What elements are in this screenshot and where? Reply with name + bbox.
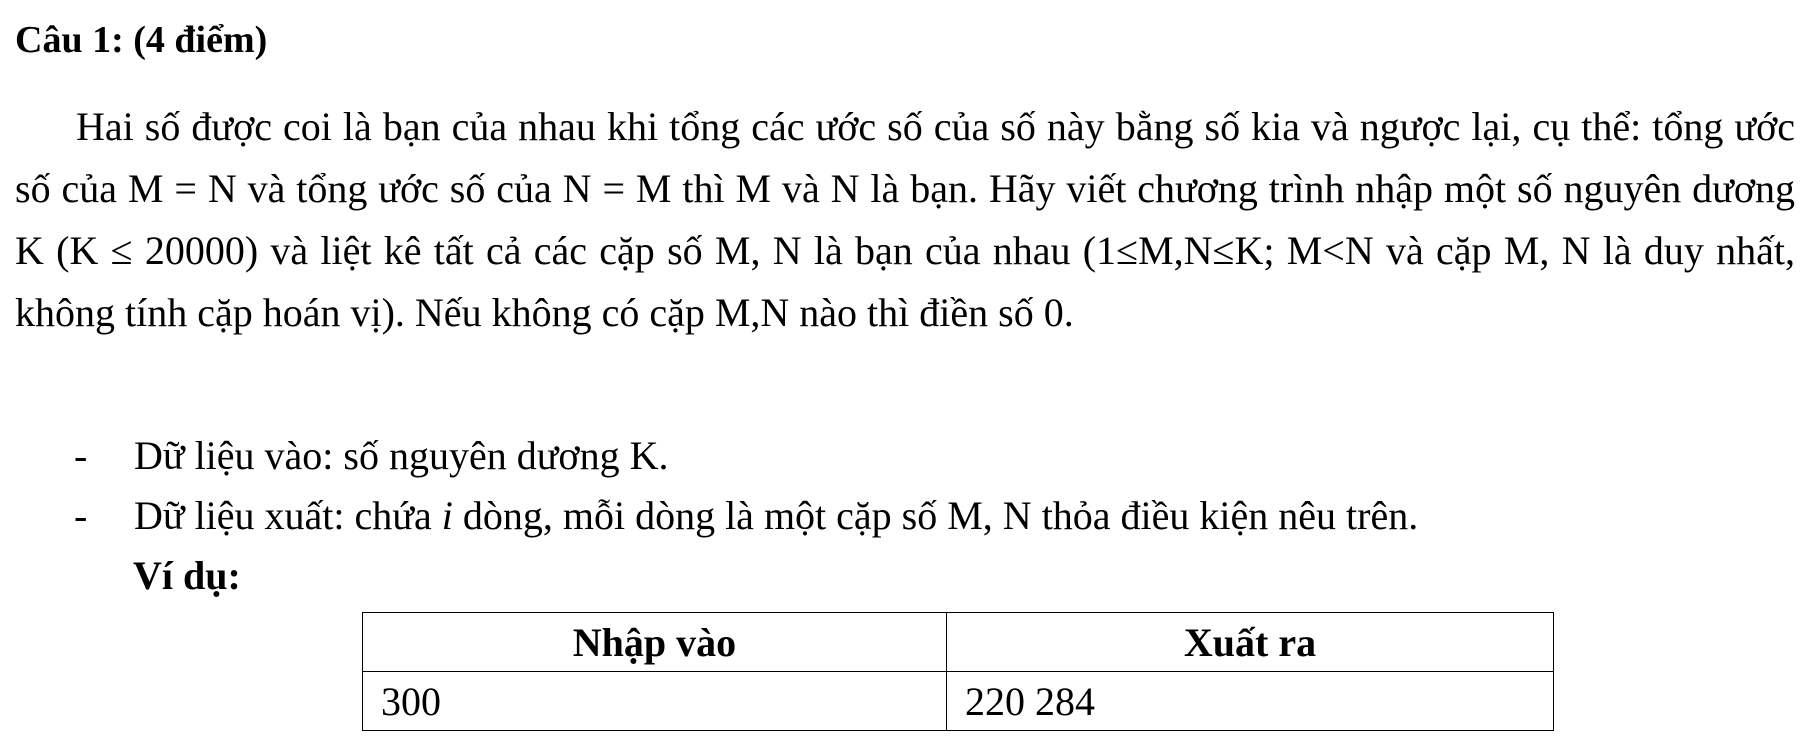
bullet-dash: -	[74, 493, 88, 538]
example-label: Ví dụ:	[133, 553, 241, 598]
output-spec-suffix: dòng, mỗi dòng là một cặp số M, N thỏa điều kiện nêu trên.	[452, 493, 1419, 538]
example-table	[362, 612, 1554, 731]
output-spec-variable: i	[441, 493, 453, 538]
bullet-dash: -	[74, 433, 88, 478]
header-output: Xuất ra	[947, 613, 1554, 672]
cell-input-value: 300	[363, 672, 947, 731]
output-spec-item	[74, 490, 1418, 542]
problem-statement: Hai số được coi là bạn của nhau khi tổng các ước số của số này bằng số kia và ngược lại, cụ thể: tổng ước số của M = N và tổng ước số của N = M thì M và N là bạn. Hãy viết chương trình nhập một số nguyên dương K (K ≤ 20000) và liệt kê tất cả các cặp số M, N là bạn của nhau (1≤M,N≤K; M<N và cặp M, N là duy nhất, không tính cặp hoán vị). Nếu không có cặp M,N nào thì điền số 0.	[15, 104, 1795, 335]
cell-output-value: 220 284	[947, 672, 1554, 731]
header-input: Nhập vào	[363, 613, 947, 672]
table-row	[363, 672, 1554, 731]
input-spec-text: Dữ liệu vào: số nguyên dương K.	[134, 433, 669, 478]
table-header-row	[363, 613, 1554, 672]
question-title: Câu 1: (4 điểm)	[15, 19, 268, 61]
output-spec-prefix: Dữ liệu xuất: chứa	[134, 493, 442, 538]
input-spec-item	[74, 430, 668, 482]
